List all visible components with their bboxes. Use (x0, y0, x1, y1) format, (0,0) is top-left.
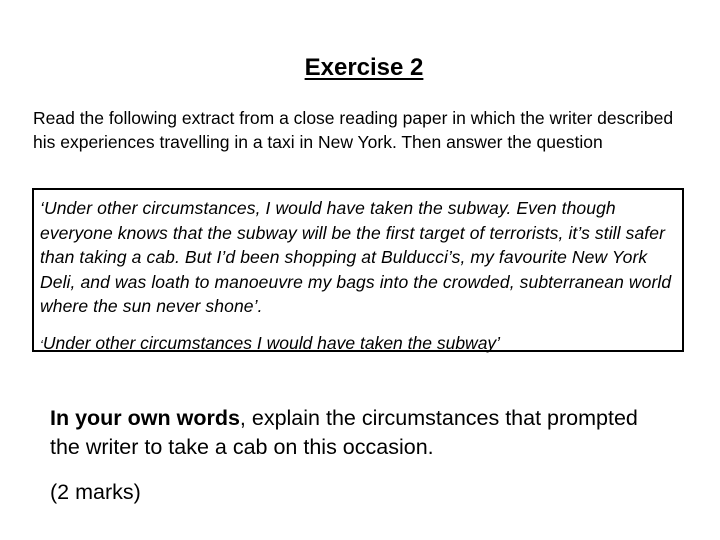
quoted-sentence-text: Under other circumstances I would have taken the subway’ (42, 332, 501, 353)
question-text (50, 404, 670, 462)
instructions-text: Read the following extract from a close reading paper in which the writer described his experiences travelling in a taxi in New York. Then answer the question (33, 108, 674, 152)
exercise-title-text: Exercise 2 (304, 54, 424, 81)
quoted-sentence-open-mark: ‘ (40, 336, 43, 352)
question-rest: , explain the circumstances that prompted the writer to take a cab on this occasion. (50, 406, 638, 459)
question-emphasis: In your own words (50, 406, 240, 430)
extract-box (32, 188, 684, 352)
exercise-title (0, 52, 720, 84)
marks-label: (2 marks) (50, 480, 141, 504)
extract-passage: ‘Under other circumstances, I would have taken the subway. Even though everyone knows that the subway will be the first target of terrorists, it’s still safer than taking a cab. But I’d been shopping at Bulducci’s, my favourite New York Deli, and was loath to manoeuvre my bags into the crowded, subterranean world where the sun never shone’. (40, 198, 672, 316)
quoted-sentence (40, 331, 676, 357)
